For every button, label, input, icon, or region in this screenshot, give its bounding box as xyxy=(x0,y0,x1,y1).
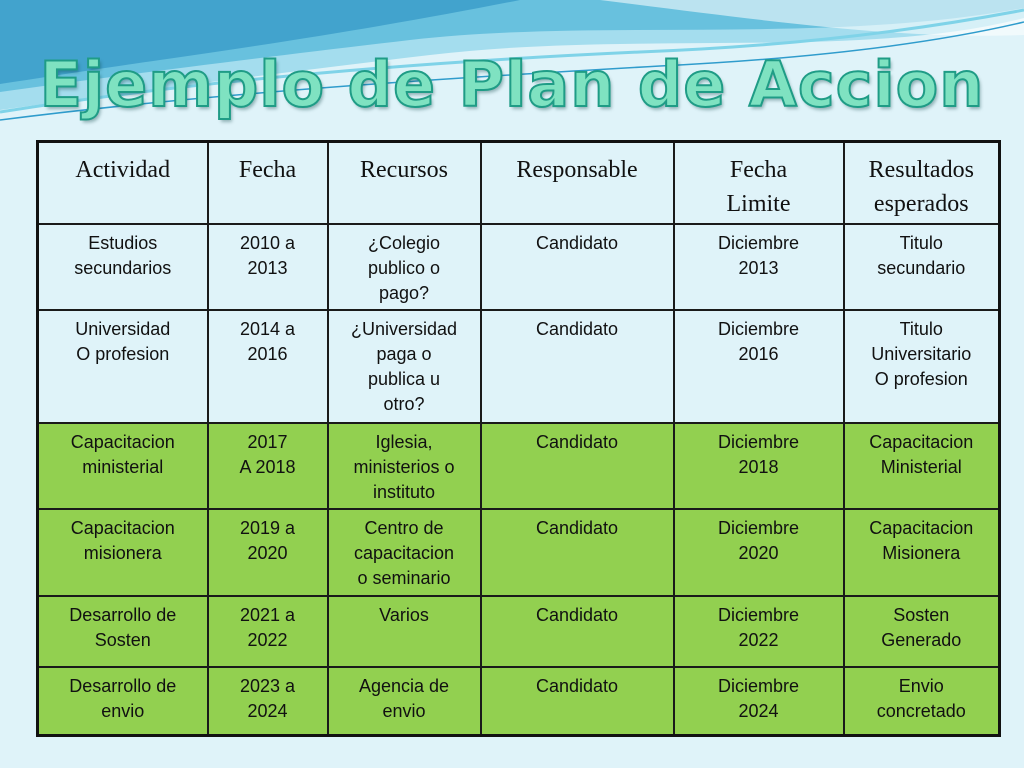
cell-text-line: pago? xyxy=(378,283,430,303)
cell-text-line: Diciembre xyxy=(717,233,800,253)
cell-fecha-limite xyxy=(674,423,844,509)
cell-text-line: misionera xyxy=(83,543,162,563)
cell-text-line: 2024 xyxy=(738,701,779,721)
cell-responsable xyxy=(481,667,674,735)
cell-text-line: envio xyxy=(382,701,426,721)
table-row xyxy=(38,667,1000,735)
cell-text-line: 2014 a xyxy=(239,319,296,339)
cell-text-line: Agencia de xyxy=(358,676,450,696)
cell-recursos xyxy=(328,667,481,735)
cell-recursos xyxy=(328,224,481,310)
cell-text-line: Capacitacion xyxy=(869,518,974,538)
cell-text-line: Universitario xyxy=(871,344,972,364)
cell-text-line: Generado xyxy=(881,630,962,650)
cell-actividad xyxy=(38,423,208,509)
cell-text-line: 2020 xyxy=(247,543,288,563)
cell-text-line: 2022 xyxy=(247,630,288,650)
header-resultados-esperados: Resultados esperados xyxy=(844,142,1000,225)
cell-text-line: Diciembre xyxy=(717,605,800,625)
cell-text-line: Titulo xyxy=(899,233,943,253)
cell-text-line: 2023 a xyxy=(239,676,296,696)
cell-fecha xyxy=(208,667,328,735)
cell-text-line: publica u xyxy=(367,369,441,389)
cell-text-line: Diciembre xyxy=(717,432,800,452)
cell-text-line: Sosten xyxy=(893,605,950,625)
cell-recursos xyxy=(328,423,481,509)
cell-text-line: Desarrollo de xyxy=(69,676,177,696)
cell-text-line: Iglesia, xyxy=(375,432,433,452)
cell-text-line: instituto xyxy=(372,482,436,502)
cell-recursos xyxy=(328,509,481,596)
cell-text-line: 2019 a xyxy=(239,518,296,538)
slide-title: Ejemplo de Plan de Accion xyxy=(39,48,985,121)
cell-fecha xyxy=(208,224,328,310)
cell-text-line: Titulo xyxy=(899,319,943,339)
table-row xyxy=(38,310,1000,423)
cell-actividad xyxy=(38,596,208,667)
cell-text-line: envio xyxy=(101,701,145,721)
cell-text-line: Candidato xyxy=(535,518,619,538)
cell-text-line: Capacitacion xyxy=(869,432,974,452)
cell-recursos xyxy=(328,310,481,423)
cell-text-line: Estudios xyxy=(88,233,158,253)
cell-text-line: O profesion xyxy=(874,369,968,389)
cell-resultados xyxy=(844,423,1000,509)
cell-fecha xyxy=(208,310,328,423)
cell-resultados xyxy=(844,224,1000,310)
cell-text-line: 2010 a xyxy=(239,233,296,253)
cell-text-line: Diciembre xyxy=(717,676,800,696)
cell-text-line: publico o xyxy=(367,258,441,278)
cell-text-line: ¿Colegio xyxy=(367,233,441,253)
cell-text-line: Universidad xyxy=(75,319,171,339)
cell-actividad xyxy=(38,509,208,596)
cell-fecha-limite xyxy=(674,596,844,667)
cell-text-line: Capacitacion xyxy=(70,518,175,538)
cell-text-line: Centro de xyxy=(364,518,444,538)
cell-text-line: 2021 a xyxy=(239,605,296,625)
cell-text-line: Ministerial xyxy=(880,457,962,477)
cell-fecha xyxy=(208,423,328,509)
cell-text-line: Misionera xyxy=(882,543,961,563)
cell-text-line: 2013 xyxy=(247,258,288,278)
cell-actividad xyxy=(38,224,208,310)
cell-text-line: 2020 xyxy=(738,543,779,563)
header-recursos: Recursos xyxy=(328,142,481,225)
cell-text-line: Varios xyxy=(379,605,429,625)
cell-text-line: 2024 xyxy=(247,701,288,721)
cell-fecha-limite xyxy=(674,667,844,735)
cell-resultados xyxy=(844,509,1000,596)
cell-text-line: Sosten xyxy=(94,630,151,650)
cell-text-line: Diciembre xyxy=(717,319,800,339)
cell-text-line: paga o xyxy=(376,344,432,364)
cell-actividad xyxy=(38,310,208,423)
cell-text-line: A 2018 xyxy=(239,457,296,477)
cell-fecha-limite xyxy=(674,310,844,423)
table-header-row xyxy=(38,142,1000,225)
header-fecha: Fecha xyxy=(208,142,328,225)
table-row xyxy=(38,509,1000,596)
cell-text-line: Diciembre xyxy=(717,518,800,538)
cell-responsable xyxy=(481,423,674,509)
cell-resultados xyxy=(844,667,1000,735)
cell-recursos xyxy=(328,596,481,667)
cell-responsable xyxy=(481,509,674,596)
cell-fecha xyxy=(208,509,328,596)
cell-text-line: Candidato xyxy=(535,676,619,696)
cell-text-line: Desarrollo de xyxy=(69,605,177,625)
cell-text-line: 2017 xyxy=(247,432,288,452)
cell-fecha-limite xyxy=(674,224,844,310)
cell-actividad xyxy=(38,667,208,735)
cell-text-line: Candidato xyxy=(535,233,619,253)
cell-text-line: 2013 xyxy=(738,258,779,278)
cell-text-line: ¿Universidad xyxy=(350,319,458,339)
cell-text-line: 2016 xyxy=(247,344,288,364)
cell-text-line: Envio xyxy=(898,676,944,696)
cell-text-line: Candidato xyxy=(535,605,619,625)
cell-text-line: Candidato xyxy=(535,319,619,339)
cell-responsable xyxy=(481,596,674,667)
cell-text-line: O profesion xyxy=(76,344,170,364)
table-row xyxy=(38,224,1000,310)
cell-text-line: concretado xyxy=(876,701,966,721)
cell-text-line: Capacitacion xyxy=(70,432,175,452)
table-row xyxy=(38,423,1000,509)
cell-text-line: 2022 xyxy=(738,630,779,650)
cell-fecha xyxy=(208,596,328,667)
table-row xyxy=(38,596,1000,667)
cell-text-line: secundarios xyxy=(74,258,172,278)
cell-text-line: 2018 xyxy=(738,457,779,477)
cell-resultados xyxy=(844,596,1000,667)
cell-fecha-limite xyxy=(674,509,844,596)
cell-resultados xyxy=(844,310,1000,423)
cell-text-line: 2016 xyxy=(738,344,779,364)
cell-text-line: Candidato xyxy=(535,432,619,452)
cell-text-line: secundario xyxy=(877,258,966,278)
cell-text-line: ministerios o xyxy=(353,457,455,477)
header-responsable: Responsable xyxy=(481,142,674,225)
cell-text-line: capacitacion xyxy=(353,543,455,563)
cell-text-line: otro? xyxy=(383,394,425,414)
cell-responsable xyxy=(481,224,674,310)
cell-text-line: ministerial xyxy=(82,457,164,477)
cell-text-line: o seminario xyxy=(357,568,451,588)
action-plan-table xyxy=(36,140,1001,737)
cell-responsable xyxy=(481,310,674,423)
header-fecha-limite: Fecha Limite xyxy=(674,142,844,225)
header-actividad: Actividad xyxy=(38,142,208,225)
